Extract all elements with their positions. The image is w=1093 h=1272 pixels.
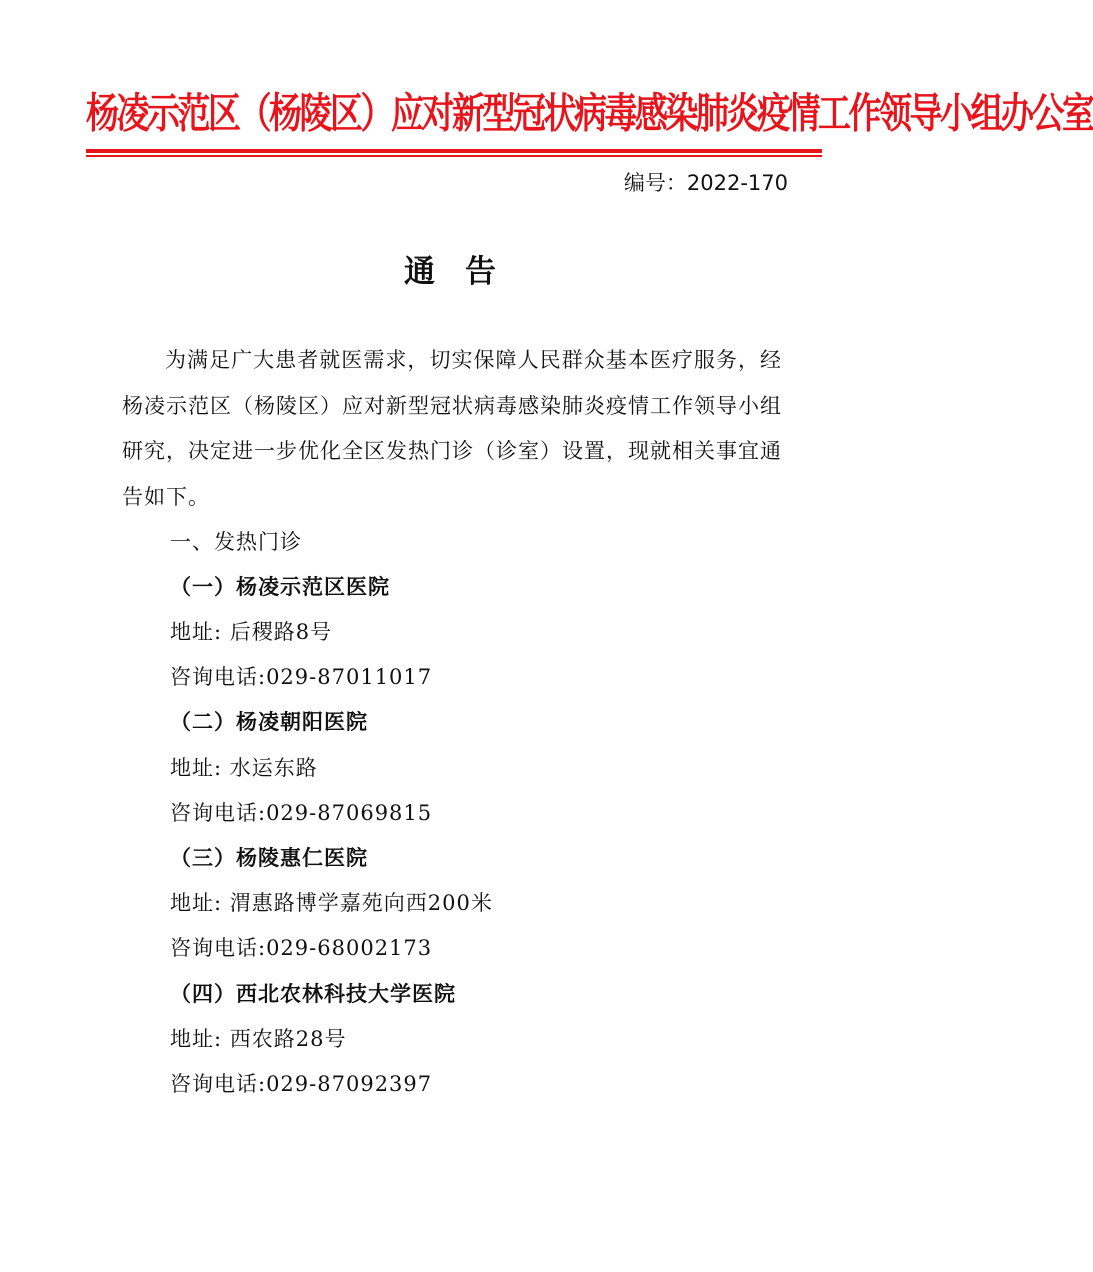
header-red-rule-thick xyxy=(86,149,822,153)
organization-title: 杨凌示范区（杨陵区）应对新型冠状病毒感染肺炎疫情工作领导小组办公室 xyxy=(86,88,1093,138)
hospital-phone-4: 咨询电话:029-87092397 xyxy=(170,1072,433,1096)
hospital-address-3: 地址: 渭惠路博学嘉苑向西200米 xyxy=(170,891,493,915)
hospital-address-2: 地址: 水运东路 xyxy=(170,756,318,780)
intro-paragraph: 为满足广大患者就医需求，切实保障人民群众基本医疗服务，经杨凌示范区（杨陵区）应对新型冠状病毒感染肺炎疫情工作领导小组研究，决定进一步优化全区发热门诊（诊室）设置，现就相关事宜通告如下。 xyxy=(122,348,782,509)
hospital-name-2: （二）杨凌朝阳医院 xyxy=(170,709,368,734)
hospital-phone-3: 咨询电话:029-68002173 xyxy=(170,936,433,960)
hospital-address-4: 地址: 西农路28号 xyxy=(170,1027,347,1051)
hospital-name-4: （四）西北农林科技大学医院 xyxy=(170,981,456,1006)
hospital-address-1: 地址: 后稷路8号 xyxy=(170,620,333,644)
section-heading: 一、发热门诊 xyxy=(170,530,302,554)
header-red-rule-thin xyxy=(86,155,822,157)
hospital-phone-1: 咨询电话:029-87011017 xyxy=(170,665,433,689)
hospital-name-3: （三）杨陵惠仁医院 xyxy=(170,845,368,870)
notice-title: 通告 xyxy=(404,254,526,290)
document-number: 编号：2022-170 xyxy=(623,171,788,195)
hospital-phone-2: 咨询电话:029-87069815 xyxy=(170,801,433,825)
hospital-name-1: （一）杨凌示范区医院 xyxy=(170,574,390,599)
